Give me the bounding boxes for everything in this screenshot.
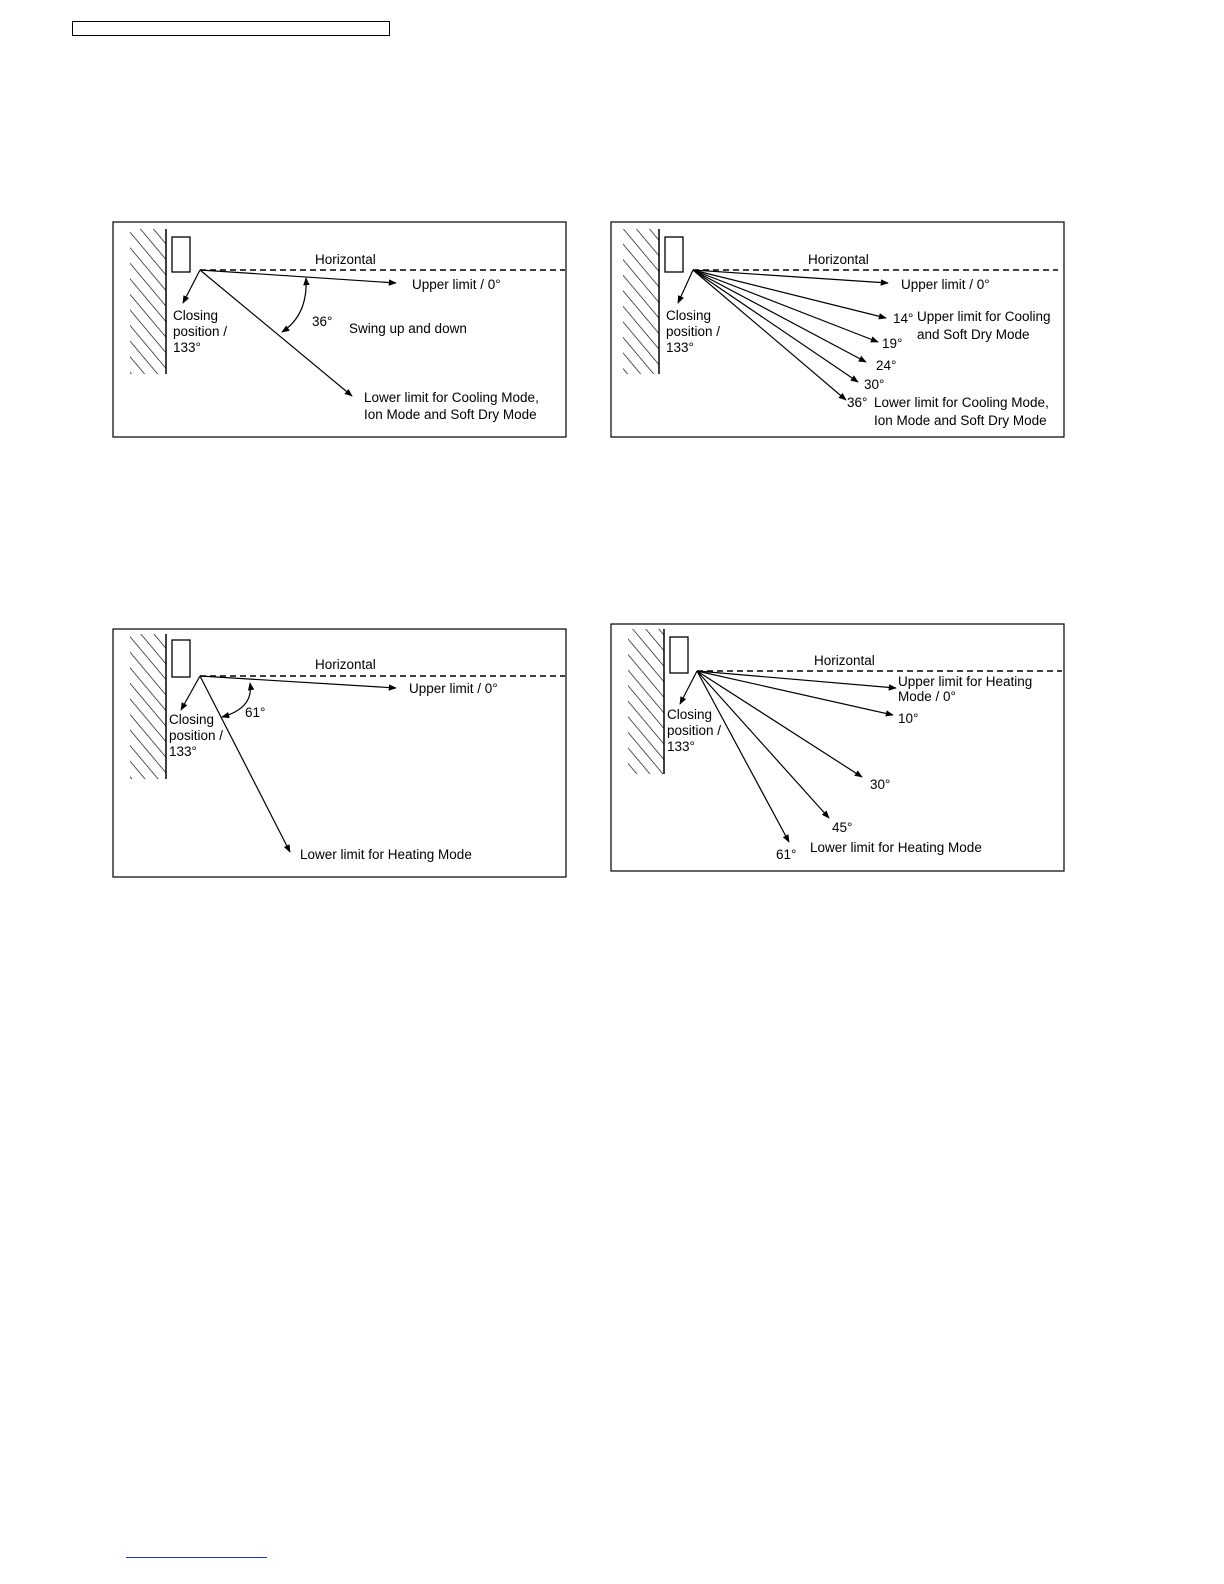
diagram-heat-swing bbox=[113, 629, 566, 877]
angle-30-label: 30° bbox=[870, 777, 891, 792]
horizontal-label: Horizontal bbox=[315, 252, 376, 267]
lower-limit-label: Ion Mode and Soft Dry Mode bbox=[874, 413, 1047, 428]
indoor-unit bbox=[172, 237, 190, 272]
horizontal-label: Horizontal bbox=[814, 653, 875, 668]
indoor-unit bbox=[172, 640, 190, 677]
lower-limit-label: Lower limit for Cooling Mode, bbox=[364, 390, 539, 405]
arrow-61 bbox=[697, 671, 789, 842]
diagram-heat-steps bbox=[611, 624, 1064, 871]
angle-label: 61° bbox=[245, 705, 266, 720]
swing-label: Swing up and down bbox=[349, 321, 467, 336]
horizontal-label: Horizontal bbox=[315, 657, 376, 672]
lower-limit-label: Lower limit for Heating Mode bbox=[810, 840, 982, 855]
wall-hatch bbox=[130, 634, 166, 779]
horizontal-label: Horizontal bbox=[808, 252, 869, 267]
closing-label: 133° bbox=[173, 340, 201, 355]
arrow-10 bbox=[697, 671, 893, 715]
upper-limit-label: Upper limit / 0° bbox=[412, 277, 501, 292]
upper-arrow bbox=[200, 270, 396, 283]
closing-label: Closing bbox=[667, 707, 713, 722]
indoor-unit bbox=[670, 637, 688, 673]
indoor-unit bbox=[665, 237, 683, 272]
angle-36-label: 36° bbox=[847, 395, 868, 410]
angle-61-label: 61° bbox=[776, 847, 797, 862]
closing-label: Closing bbox=[666, 308, 712, 323]
angle-30-label: 30° bbox=[864, 377, 885, 392]
upper-arrow bbox=[200, 676, 396, 688]
arrow-24 bbox=[693, 270, 866, 362]
upper-limit-label: Upper limit for Heating bbox=[898, 674, 1033, 689]
upper-limit-label: Upper limit / 0° bbox=[409, 681, 498, 696]
angle-10-label: 10° bbox=[898, 711, 919, 726]
wall-hatch bbox=[623, 229, 659, 374]
upper-arrow bbox=[697, 671, 896, 688]
angle-45-label: 45° bbox=[832, 820, 853, 835]
closing-arrow bbox=[678, 270, 693, 303]
closing-label: position / bbox=[667, 723, 722, 738]
arrow-30 bbox=[697, 671, 862, 777]
upper-cool-label: Upper limit for Cooling bbox=[917, 309, 1051, 324]
closing-label: Closing bbox=[169, 712, 215, 727]
arrow-45 bbox=[697, 671, 829, 818]
wall-hatch bbox=[628, 629, 664, 774]
diagram-cool-steps bbox=[611, 222, 1064, 437]
upper-limit-label: Mode / 0° bbox=[898, 689, 956, 704]
closing-arrow bbox=[181, 676, 200, 710]
angle-arc bbox=[282, 278, 306, 332]
angle-24-label: 24° bbox=[876, 358, 897, 373]
lower-limit-label: Ion Mode and Soft Dry Mode bbox=[364, 407, 537, 422]
closing-label: 133° bbox=[666, 340, 694, 355]
angle-14-label: 14° bbox=[893, 311, 914, 326]
closing-label: position / bbox=[169, 728, 224, 743]
angle-label: 36° bbox=[312, 314, 333, 329]
angle-19-label: 19° bbox=[882, 336, 903, 351]
closing-label: 133° bbox=[667, 739, 695, 754]
closing-label: Closing bbox=[173, 308, 219, 323]
upper-cool-label: and Soft Dry Mode bbox=[917, 327, 1030, 342]
closing-label: position / bbox=[666, 324, 721, 339]
upper-limit-label: Upper limit / 0° bbox=[901, 277, 990, 292]
closing-label: 133° bbox=[169, 744, 197, 759]
lower-arrow bbox=[200, 676, 290, 852]
closing-label: position / bbox=[173, 324, 228, 339]
closing-arrow bbox=[680, 671, 697, 704]
wall-hatch bbox=[130, 229, 166, 374]
diagram-cool-swing bbox=[113, 222, 566, 437]
lower-limit-label: Lower limit for Heating Mode bbox=[300, 847, 472, 862]
footer-rule bbox=[126, 1557, 267, 1558]
lower-limit-label: Lower limit for Cooling Mode, bbox=[874, 395, 1049, 410]
closing-arrow bbox=[183, 270, 200, 303]
